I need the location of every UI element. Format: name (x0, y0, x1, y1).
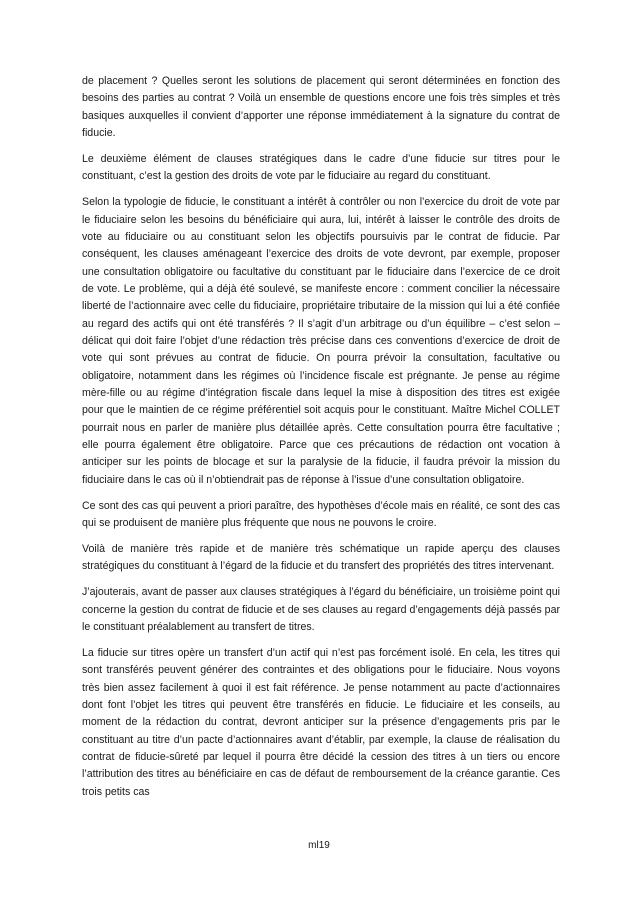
paragraph: Selon la typologie de fiducie, le constituant a intérêt à contrôler ou non l’exercice du droit de vote par le fiduciaire selon les besoins du bénéficiaire qui aura, lui, intérêt à laisser le contrôle des droits de vote au fiduciaire ou au constituant selon les objectifs poursuivis par le contrat de fiducie. Par conséquent, les clauses aménageant l’exercice des droits de vote devront, par exemple, proposer une consultation obligatoire ou facultative du constituant par le fiduciaire dans l’exercice de ce droit de vote. Le problème, qui a déjà été soulevé, se manifeste encore : comment concilier la nécessaire liberté de l’actionnaire avec celle du fiduciaire, propriétaire tributaire de la mission qui lui a été confiée au regard des actifs qui ont été transférés ? Il s’agit d’un arbitrage ou d’un équilibre – c’est selon – délicat qui doit faire l’objet d’une rédaction très précise dans ces conventions d’exercice de droit de vote qui sont prévues au contrat de fiducie. On pourra prévoir la consultation, facultative ou obligatoire, notamment dans les régimes où l’incidence fiscale est prégnante. Je pense au régime mère-fille ou au régime d’intégration fiscale dans lequel la mise à disposition des titres est exigée pour que le maintien de ce régime préférentiel soit acquis pour le constituant. Maître Michel COLLET pourrait nous en parler de manière plus détaillée après. Cette consultation pourra être facultative ; elle pourra également être obligatoire. Parce que ces précautions de rédaction ont vocation à anticiper sur les points de blocage et sur la paralysie de la fiducie, il faudra prévoir la mission du fiduciaire dans le cas où il n’obtiendrait pas de réponse à l’issue d’une consultation obligatoire. (82, 196, 560, 486)
paragraph: Le deuxième élément de clauses stratégiques dans le cadre d’une fiducie sur titres pour le constituant, c’est la gestion des droits de vote par le fiduciaire au regard du constituant. (82, 152, 560, 183)
paragraph: J’ajouterais, avant de passer aux clauses stratégiques à l’égard du bénéficiaire, un troisième point qui concerne la gestion du contrat de fiducie et de ses clauses au regard d’engagements déjà passés par le constituant préalablement au transfert de titres. (82, 586, 560, 633)
document-body (82, 73, 560, 810)
paragraph: Ce sont des cas qui peuvent a priori paraître, des hypothèses d’école mais en réalité, ce sont des cas qui se produisent de manière plus fréquente que nous ne pouvons le croire. (82, 499, 560, 530)
page-number: ml19 (308, 840, 330, 851)
paragraph: Voilà de manière très rapide et de manière très schématique un rapide aperçu des clauses stratégiques du constituant à l’égard de la fiducie et du transfert des propriétés des titres intervenant. (82, 542, 560, 573)
paragraph: La fiducie sur titres opère un transfert d’un actif qui n’est pas forcément isolé. En cela, les titres qui sont transférés peuvent générer des contraintes et des obligations pour le fiduciaire. Nous voyons très bien assez facilement à quoi il est fait référence. Je pense notamment au pacte d’actionnaires dont font l’objet les titres qui peuvent être transférés en fiducie. Le fiduciaire et les conseils, au moment de la rédaction du contrat, devront anticiper sur la présence d’engagements pris par le constituant au titre d’un pacte d’actionnaires avant d’établir, par exemple, la clause de réalisation du contrat de fiducie-sûreté par lequel il pourra être décidé la cession des titres à un tiers ou encore l’attribution des titres au bénéficiaire en cas de défaut de remboursement de la créance garantie. Ces trois petits cas (82, 646, 560, 798)
paragraph: de placement ? Quelles seront les solutions de placement qui seront déterminées en fonction des besoins des parties au contrat ? Voilà un ensemble de questions encore une fois très simples et très basiques auxquelles il convient d’apporter une réponse immédiatement à la signature du contrat de fiducie. (82, 75, 560, 140)
